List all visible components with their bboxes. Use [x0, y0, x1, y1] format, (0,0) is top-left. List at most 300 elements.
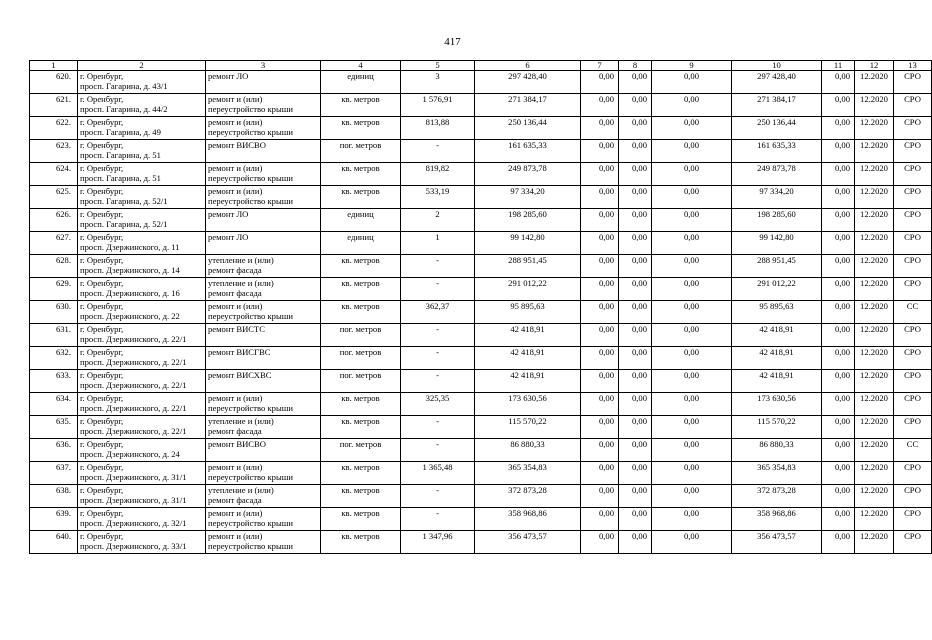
address-cell-line: просп. Дзержинского, д. 32/1: [80, 518, 187, 528]
row-number: 625.: [30, 186, 78, 209]
column-header-9: 9: [652, 61, 732, 71]
col11-cell: 0,00: [822, 439, 855, 462]
col10-cell: 161 635,33: [732, 140, 822, 163]
completion-date-cell: 12.2020: [855, 531, 894, 554]
work-type-cell: [206, 71, 321, 94]
quantity-cell: -: [401, 255, 475, 278]
work-type-cell: [206, 508, 321, 531]
address-cell-line: г. Оренбург,: [80, 347, 124, 357]
quantity-cell: -: [401, 439, 475, 462]
quantity-cell: -: [401, 485, 475, 508]
address-cell-line: просп. Дзержинского, д. 22/1: [80, 334, 187, 344]
col9-cell: 0,00: [652, 485, 732, 508]
quantity-cell: 1 576,91: [401, 94, 475, 117]
address-cell-line: просп. Дзержинского, д. 14: [80, 265, 180, 275]
address-cell-line: просп. Гагарина, д. 44/2: [80, 104, 168, 114]
funding-method-cell: СРО: [894, 416, 932, 439]
work-type-cell: [206, 393, 321, 416]
col7-cell: 0,00: [581, 485, 619, 508]
col9-cell: 0,00: [652, 324, 732, 347]
col11-cell: 0,00: [822, 462, 855, 485]
col9-cell: 0,00: [652, 186, 732, 209]
col11-cell: 0,00: [822, 485, 855, 508]
completion-date-cell: 12.2020: [855, 416, 894, 439]
col7-cell: 0,00: [581, 531, 619, 554]
completion-date-cell: 12.2020: [855, 71, 894, 94]
row-number: 638.: [30, 485, 78, 508]
total-cost-cell: 97 334,20: [475, 186, 581, 209]
row-number: 632.: [30, 347, 78, 370]
quantity-cell: 813,88: [401, 117, 475, 140]
col11-cell: 0,00: [822, 209, 855, 232]
col9-cell: 0,00: [652, 209, 732, 232]
work-type-cell: [206, 209, 321, 232]
col10-cell: 271 384,17: [732, 94, 822, 117]
address-cell: [78, 94, 206, 117]
completion-date-cell: 12.2020: [855, 117, 894, 140]
col10-cell: 291 012,22: [732, 278, 822, 301]
col11-cell: 0,00: [822, 531, 855, 554]
completion-date-cell: 12.2020: [855, 508, 894, 531]
col8-cell: 0,00: [619, 324, 652, 347]
work-type-cell: [206, 163, 321, 186]
unit-cell: кв. метров: [321, 301, 401, 324]
unit-cell: кв. метров: [321, 462, 401, 485]
address-cell-line: г. Оренбург,: [80, 301, 124, 311]
row-number: 637.: [30, 462, 78, 485]
work-type-cell: [206, 531, 321, 554]
col11-cell: 0,00: [822, 370, 855, 393]
table-row: [30, 163, 932, 186]
column-header-8: 8: [619, 61, 652, 71]
work-type-cell-line: ремонт ВИСВО: [208, 140, 266, 150]
row-number: 631.: [30, 324, 78, 347]
col11-cell: 0,00: [822, 117, 855, 140]
funding-method-cell: СРО: [894, 278, 932, 301]
quantity-cell: -: [401, 508, 475, 531]
col10-cell: 99 142,80: [732, 232, 822, 255]
unit-cell: пог. метров: [321, 140, 401, 163]
completion-date-cell: 12.2020: [855, 485, 894, 508]
unit-cell: кв. метров: [321, 485, 401, 508]
quantity-cell: -: [401, 140, 475, 163]
work-type-cell-line: ремонт и (или): [208, 393, 263, 403]
address-cell-line: г. Оренбург,: [80, 531, 124, 541]
work-type-cell: [206, 347, 321, 370]
work-type-cell-line: ремонт ВИСХВС: [208, 370, 272, 380]
total-cost-cell: 115 570,22: [475, 416, 581, 439]
table-row: [30, 347, 932, 370]
col11-cell: 0,00: [822, 347, 855, 370]
address-cell-line: г. Оренбург,: [80, 71, 124, 81]
work-type-cell: [206, 186, 321, 209]
address-cell: [78, 255, 206, 278]
completion-date-cell: 12.2020: [855, 301, 894, 324]
table-row: [30, 301, 932, 324]
unit-cell: единиц: [321, 209, 401, 232]
funding-method-cell: СРО: [894, 117, 932, 140]
unit-cell: пог. метров: [321, 439, 401, 462]
address-cell-line: просп. Дзержинского, д. 24: [80, 449, 180, 459]
quantity-cell: 3: [401, 71, 475, 94]
col7-cell: 0,00: [581, 163, 619, 186]
row-number: 635.: [30, 416, 78, 439]
work-type-cell: [206, 278, 321, 301]
row-number: 624.: [30, 163, 78, 186]
total-cost-cell: 358 968,86: [475, 508, 581, 531]
total-cost-cell: 372 873,28: [475, 485, 581, 508]
completion-date-cell: 12.2020: [855, 186, 894, 209]
address-cell-line: г. Оренбург,: [80, 278, 124, 288]
col9-cell: 0,00: [652, 255, 732, 278]
col9-cell: 0,00: [652, 508, 732, 531]
col11-cell: 0,00: [822, 255, 855, 278]
work-type-cell: [206, 485, 321, 508]
row-number: 622.: [30, 117, 78, 140]
address-cell-line: просп. Дзержинского, д. 22: [80, 311, 180, 321]
column-header-5: 5: [401, 61, 475, 71]
row-number: 630.: [30, 301, 78, 324]
completion-date-cell: 12.2020: [855, 255, 894, 278]
address-cell: [78, 232, 206, 255]
row-number: 629.: [30, 278, 78, 301]
col7-cell: 0,00: [581, 439, 619, 462]
work-type-cell-line: утепление и (или): [208, 485, 274, 495]
funding-method-cell: СРО: [894, 347, 932, 370]
col8-cell: 0,00: [619, 209, 652, 232]
work-type-cell-line: ремонт и (или): [208, 531, 263, 541]
work-type-cell-line: переустройство крыши: [208, 403, 293, 413]
address-cell-line: просп. Дзержинского, д. 22/1: [80, 380, 187, 390]
col11-cell: 0,00: [822, 301, 855, 324]
quantity-cell: 1: [401, 232, 475, 255]
table-row: [30, 94, 932, 117]
col10-cell: 198 285,60: [732, 209, 822, 232]
col8-cell: 0,00: [619, 439, 652, 462]
unit-cell: кв. метров: [321, 255, 401, 278]
work-type-cell-line: утепление и (или): [208, 278, 274, 288]
unit-cell: кв. метров: [321, 508, 401, 531]
address-cell: [78, 140, 206, 163]
table-row: [30, 485, 932, 508]
address-cell-line: просп. Гагарина, д. 52/1: [80, 219, 168, 229]
col11-cell: 0,00: [822, 186, 855, 209]
col9-cell: 0,00: [652, 140, 732, 163]
table-row: [30, 416, 932, 439]
table-row: [30, 232, 932, 255]
completion-date-cell: 12.2020: [855, 370, 894, 393]
address-cell: [78, 485, 206, 508]
table-row: [30, 324, 932, 347]
col8-cell: 0,00: [619, 370, 652, 393]
address-cell: [78, 439, 206, 462]
address-cell-line: г. Оренбург,: [80, 232, 124, 242]
col8-cell: 0,00: [619, 163, 652, 186]
completion-date-cell: 12.2020: [855, 347, 894, 370]
funding-method-cell: СРО: [894, 140, 932, 163]
row-number: 636.: [30, 439, 78, 462]
col11-cell: 0,00: [822, 71, 855, 94]
col10-cell: 365 354,83: [732, 462, 822, 485]
funding-method-cell: СРО: [894, 186, 932, 209]
work-type-cell-line: ремонт ЛО: [208, 71, 249, 81]
funding-method-cell: СРО: [894, 71, 932, 94]
address-cell: [78, 508, 206, 531]
funding-method-cell: СРО: [894, 94, 932, 117]
column-header-13: 13: [894, 61, 932, 71]
address-cell-line: г. Оренбург,: [80, 117, 124, 127]
col11-cell: 0,00: [822, 94, 855, 117]
total-cost-cell: 42 418,91: [475, 347, 581, 370]
address-cell-line: г. Оренбург,: [80, 140, 124, 150]
table-row: [30, 462, 932, 485]
unit-cell: кв. метров: [321, 163, 401, 186]
col7-cell: 0,00: [581, 393, 619, 416]
row-number: 633.: [30, 370, 78, 393]
col7-cell: 0,00: [581, 347, 619, 370]
total-cost-cell: 95 895,63: [475, 301, 581, 324]
column-header-3: 3: [206, 61, 321, 71]
unit-cell: пог. метров: [321, 347, 401, 370]
column-header-12: 12: [855, 61, 894, 71]
col8-cell: 0,00: [619, 393, 652, 416]
row-number: 627.: [30, 232, 78, 255]
quantity-cell: 1 365,48: [401, 462, 475, 485]
address-cell-line: г. Оренбург,: [80, 163, 124, 173]
work-type-cell: [206, 117, 321, 140]
row-number: 628.: [30, 255, 78, 278]
work-type-cell: [206, 301, 321, 324]
total-cost-cell: 86 880,33: [475, 439, 581, 462]
address-cell: [78, 462, 206, 485]
work-type-cell-line: ремонт и (или): [208, 462, 263, 472]
column-header-7: 7: [581, 61, 619, 71]
col7-cell: 0,00: [581, 117, 619, 140]
row-number: 634.: [30, 393, 78, 416]
total-cost-cell: 42 418,91: [475, 324, 581, 347]
col7-cell: 0,00: [581, 232, 619, 255]
work-type-cell-line: переустройство крыши: [208, 541, 293, 551]
work-type-cell-line: утепление и (или): [208, 255, 274, 265]
unit-cell: пог. метров: [321, 370, 401, 393]
funding-method-cell: СРО: [894, 462, 932, 485]
col10-cell: 115 570,22: [732, 416, 822, 439]
address-cell-line: просп. Гагарина, д. 51: [80, 173, 161, 183]
col8-cell: 0,00: [619, 278, 652, 301]
column-header-4: 4: [321, 61, 401, 71]
unit-cell: кв. метров: [321, 393, 401, 416]
col10-cell: 86 880,33: [732, 439, 822, 462]
col8-cell: 0,00: [619, 416, 652, 439]
col9-cell: 0,00: [652, 94, 732, 117]
unit-cell: кв. метров: [321, 117, 401, 140]
col9-cell: 0,00: [652, 347, 732, 370]
col7-cell: 0,00: [581, 462, 619, 485]
total-cost-cell: 99 142,80: [475, 232, 581, 255]
completion-date-cell: 12.2020: [855, 232, 894, 255]
work-type-cell-line: ремонт ВИСВО: [208, 439, 266, 449]
col7-cell: 0,00: [581, 324, 619, 347]
table-row: [30, 508, 932, 531]
quantity-cell: 819,82: [401, 163, 475, 186]
address-cell-line: г. Оренбург,: [80, 186, 124, 196]
funding-method-cell: СРО: [894, 508, 932, 531]
column-number-row: [30, 61, 932, 71]
quantity-cell: 533,19: [401, 186, 475, 209]
col10-cell: 358 968,86: [732, 508, 822, 531]
address-cell: [78, 370, 206, 393]
work-type-cell-line: переустройство крыши: [208, 104, 293, 114]
col10-cell: 356 473,57: [732, 531, 822, 554]
address-cell-line: просп. Гагарина, д. 51: [80, 150, 161, 160]
table-row: [30, 393, 932, 416]
work-type-cell-line: ремонт и (или): [208, 94, 263, 104]
col10-cell: 42 418,91: [732, 324, 822, 347]
address-cell: [78, 71, 206, 94]
funding-method-cell: СС: [894, 439, 932, 462]
address-cell-line: г. Оренбург,: [80, 485, 124, 495]
funding-method-cell: СРО: [894, 255, 932, 278]
work-type-cell-line: ремонт ВИСТС: [208, 324, 266, 334]
total-cost-cell: 161 635,33: [475, 140, 581, 163]
col9-cell: 0,00: [652, 531, 732, 554]
total-cost-cell: 42 418,91: [475, 370, 581, 393]
col10-cell: 173 630,56: [732, 393, 822, 416]
col10-cell: 97 334,20: [732, 186, 822, 209]
quantity-cell: 1 347,96: [401, 531, 475, 554]
quantity-cell: -: [401, 347, 475, 370]
total-cost-cell: 271 384,17: [475, 94, 581, 117]
address-cell-line: просп. Дзержинского, д. 22/1: [80, 426, 187, 436]
total-cost-cell: 173 630,56: [475, 393, 581, 416]
completion-date-cell: 12.2020: [855, 94, 894, 117]
address-cell-line: г. Оренбург,: [80, 462, 124, 472]
address-cell: [78, 347, 206, 370]
col7-cell: 0,00: [581, 186, 619, 209]
quantity-cell: -: [401, 370, 475, 393]
col11-cell: 0,00: [822, 163, 855, 186]
address-cell-line: просп. Дзержинского, д. 22/1: [80, 403, 187, 413]
address-cell-line: просп. Дзержинского, д. 16: [80, 288, 180, 298]
address-cell: [78, 186, 206, 209]
address-cell-line: просп. Гагарина, д. 52/1: [80, 196, 168, 206]
unit-cell: единиц: [321, 71, 401, 94]
work-type-cell-line: ремонт и (или): [208, 186, 263, 196]
work-type-cell-line: ремонт ВИСГВС: [208, 347, 271, 357]
col11-cell: 0,00: [822, 140, 855, 163]
column-header-10: 10: [732, 61, 822, 71]
unit-cell: пог. метров: [321, 324, 401, 347]
work-type-cell-line: ремонт фасада: [208, 426, 262, 436]
col9-cell: 0,00: [652, 278, 732, 301]
work-type-cell-line: ремонт и (или): [208, 117, 263, 127]
work-type-cell-line: переустройство крыши: [208, 472, 293, 482]
address-cell-line: просп. Дзержинского, д. 31/1: [80, 472, 187, 482]
address-cell-line: г. Оренбург,: [80, 94, 124, 104]
completion-date-cell: 12.2020: [855, 324, 894, 347]
quantity-cell: 362,37: [401, 301, 475, 324]
work-type-cell: [206, 94, 321, 117]
work-type-cell-line: ремонт и (или): [208, 508, 263, 518]
col7-cell: 0,00: [581, 140, 619, 163]
col8-cell: 0,00: [619, 301, 652, 324]
col7-cell: 0,00: [581, 255, 619, 278]
work-type-cell-line: утепление и (или): [208, 416, 274, 426]
col8-cell: 0,00: [619, 347, 652, 370]
work-type-cell-line: ремонт и (или): [208, 301, 263, 311]
col7-cell: 0,00: [581, 94, 619, 117]
address-cell: [78, 278, 206, 301]
col9-cell: 0,00: [652, 393, 732, 416]
row-number: 640.: [30, 531, 78, 554]
work-type-cell: [206, 462, 321, 485]
work-type-cell: [206, 255, 321, 278]
quantity-cell: -: [401, 278, 475, 301]
work-type-cell-line: переустройство крыши: [208, 311, 293, 321]
unit-cell: кв. метров: [321, 278, 401, 301]
col11-cell: 0,00: [822, 324, 855, 347]
row-number: 626.: [30, 209, 78, 232]
address-cell-line: г. Оренбург,: [80, 209, 124, 219]
quantity-cell: -: [401, 416, 475, 439]
table-row: [30, 140, 932, 163]
address-cell: [78, 324, 206, 347]
col10-cell: 250 136,44: [732, 117, 822, 140]
col7-cell: 0,00: [581, 370, 619, 393]
table-row: [30, 278, 932, 301]
col11-cell: 0,00: [822, 416, 855, 439]
address-cell-line: просп. Дзержинского, д. 22/1: [80, 357, 187, 367]
address-cell: [78, 209, 206, 232]
work-type-cell-line: ремонт фасада: [208, 265, 262, 275]
total-cost-cell: 291 012,22: [475, 278, 581, 301]
work-type-cell: [206, 416, 321, 439]
table-row: [30, 117, 932, 140]
work-type-cell-line: ремонт фасада: [208, 288, 262, 298]
address-cell-line: просп. Дзержинского, д. 33/1: [80, 541, 187, 551]
quantity-cell: -: [401, 324, 475, 347]
total-cost-cell: 250 136,44: [475, 117, 581, 140]
completion-date-cell: 12.2020: [855, 209, 894, 232]
work-type-cell: [206, 140, 321, 163]
column-header-1: 1: [30, 61, 78, 71]
col8-cell: 0,00: [619, 140, 652, 163]
col9-cell: 0,00: [652, 117, 732, 140]
row-number: 621.: [30, 94, 78, 117]
table-row: [30, 439, 932, 462]
unit-cell: единиц: [321, 232, 401, 255]
page-number: 417: [444, 36, 461, 48]
table-row: [30, 186, 932, 209]
col7-cell: 0,00: [581, 71, 619, 94]
unit-cell: кв. метров: [321, 186, 401, 209]
address-cell-line: г. Оренбург,: [80, 508, 124, 518]
table-row: [30, 209, 932, 232]
col11-cell: 0,00: [822, 508, 855, 531]
work-type-cell-line: переустройство крыши: [208, 518, 293, 528]
col7-cell: 0,00: [581, 301, 619, 324]
col10-cell: 372 873,28: [732, 485, 822, 508]
address-cell-line: просп. Гагарина, д. 49: [80, 127, 161, 137]
total-cost-cell: 249 873,78: [475, 163, 581, 186]
table-row: [30, 531, 932, 554]
completion-date-cell: 12.2020: [855, 140, 894, 163]
column-header-2: 2: [78, 61, 206, 71]
work-type-cell-line: ремонт ЛО: [208, 232, 249, 242]
total-cost-cell: 198 285,60: [475, 209, 581, 232]
address-cell: [78, 393, 206, 416]
col8-cell: 0,00: [619, 485, 652, 508]
